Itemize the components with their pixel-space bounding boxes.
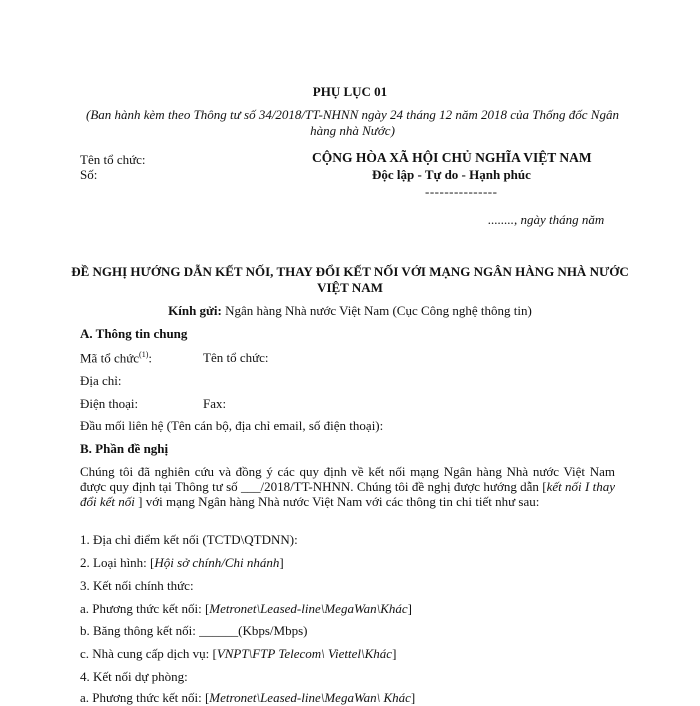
date-line: ........, ngày tháng năm [488, 212, 605, 227]
document-number-label: Số: [80, 167, 98, 182]
section-b-heading: B. Phần đề nghị [80, 441, 169, 456]
request-paragraph [80, 464, 615, 509]
primary-method-suffix: ] [407, 601, 412, 616]
org-code-colon: : [148, 350, 152, 366]
org-code-field [80, 350, 152, 366]
primary-provider-suffix: ] [392, 646, 397, 661]
item-primary-provider [80, 646, 396, 662]
item-type-prefix: 2. Loại hình: [ [80, 555, 155, 570]
appendix-title: PHỤ LỤC 01 [312, 84, 388, 99]
org-code-footnote: (1) [139, 350, 149, 359]
request-title: ĐỀ NGHỊ HƯỚNG DẪN KẾT NỐI, THAY ĐỔI KẾT NỐI VỚI MẠNG NGÂN HÀNG NHÀ NƯỚC VIỆT NAM [71, 264, 629, 295]
item-primary-connection: 3. Kết nối chính thức: [80, 578, 194, 593]
address-field: Địa chỉ: [80, 373, 122, 388]
item-type-suffix: ] [279, 555, 284, 570]
backup-method-suffix: ] [410, 690, 416, 705]
org-code-label: Mã tổ chức [80, 350, 140, 366]
section-a-heading: A. Thông tin chung [80, 326, 188, 341]
recipient-line [0, 303, 700, 319]
recipient-name: Ngân hàng Nhà nước Việt Nam (Cục Công nghệ thông tin) [225, 303, 532, 318]
contact-field: Đầu mối liên hệ (Tên cán bộ, địa chỉ email, số điện thoại): [80, 418, 384, 433]
recipient-label: Kính gửi: [168, 303, 222, 318]
item-connection-address: 1. Địa chỉ điểm kết nối (TCTD\QTDNN): [80, 532, 298, 547]
item-primary-method [80, 601, 412, 617]
item-backup-method [80, 690, 415, 706]
phone-field: Điện thoại: [80, 396, 139, 411]
paragraph-text-start: Chúng tôi đã nghiên cứu và đồng ý các quy định về kết nối mạng Ngân hàng Nhà nước Việt Nam được quy định tại Thông tư số ___/2018/TT-NHNN. Chúng tôi đề nghị được hướng dẫn [ [80, 464, 615, 494]
org-name-label: Tên tổ chức: [80, 152, 146, 167]
primary-method-options: Metronet\Leased-line\MegaWan\Khác [209, 601, 408, 616]
item-backup-connection: 4. Kết nối dự phòng: [80, 669, 188, 684]
primary-method-prefix: a. Phương thức kết nối: [ [80, 601, 210, 616]
motto-divider: --------------- [425, 184, 498, 199]
primary-provider-prefix: c. Nhà cung cấp dịch vụ: [ [80, 646, 217, 661]
issuance-note: (Ban hành kèm theo Thông tư số 34/2018/TT-NHNN ngày 24 tháng 12 năm 2018 của Thống đốc Ngân hàng nhà Nước) [86, 107, 619, 138]
backup-method-options: Metronet\Leased-line\MegaWan\ Khác [209, 690, 411, 705]
paragraph-option: kết nối I thay đổi kết nối [80, 479, 615, 509]
paragraph-text-end: ] với mạng Ngân hàng Nhà nước Việt Nam với các thông tin chi tiết như sau: [134, 494, 540, 509]
primary-provider-options: VNPT\FTP Telecom\ Viettel\Khác [216, 646, 393, 661]
national-title: CỘNG HÒA XÃ HỘI CHỦ NGHĨA VIỆT NAM [312, 150, 592, 165]
item-type-options: Hội sở chính/Chi nhánh [154, 555, 280, 570]
item-type [80, 555, 284, 571]
national-motto: Độc lập - Tự do - Hạnh phúc [372, 167, 531, 182]
fax-field: Fax: [203, 396, 227, 411]
org-name-field: Tên tổ chức: [203, 350, 269, 365]
item-primary-bandwidth: b. Băng thông kết nối: ______(Kbps/Mbps) [80, 623, 308, 638]
backup-method-prefix: a. Phương thức kết nối: [ [80, 690, 210, 705]
